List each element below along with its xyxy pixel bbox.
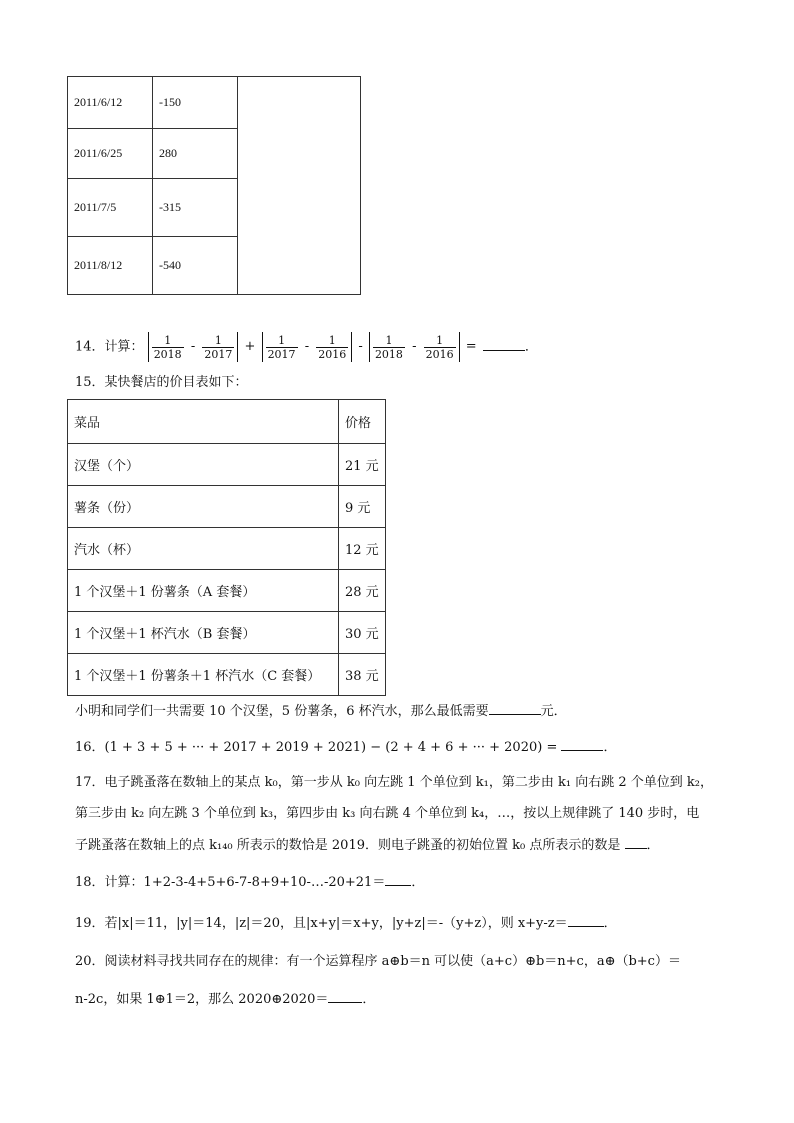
table-row bbox=[68, 77, 361, 129]
price-cell: 12 元 bbox=[339, 528, 386, 570]
header-price: 价格 bbox=[339, 400, 386, 444]
answer-blank[interactable] bbox=[328, 990, 362, 1003]
question-14: 14．计算： $\frac{1}{2018}$ - $\frac{1}{2017}$ + $\frac{1}{2017}$ - $\frac{1}{2016}$ - $\frac{1}{2018}$ - $\frac{1}{2016}$ = ． bbox=[75, 333, 538, 361]
abs-value-2: $\frac{1}{2017}$ - $\frac{1}{2016}$ bbox=[262, 332, 353, 362]
answer-blank[interactable] bbox=[489, 702, 541, 715]
price-cell: 21 元 bbox=[339, 444, 386, 486]
abs-value-1: $\frac{1}{2018}$ - $\frac{1}{2017}$ bbox=[148, 332, 239, 362]
table-row bbox=[68, 444, 386, 486]
item-cell: 1 个汉堡＋1 份薯条＋1 杯汽水（C 套餐） bbox=[68, 654, 339, 696]
table-row bbox=[68, 612, 386, 654]
header-item: 菜品 bbox=[68, 400, 339, 444]
price-cell: 9 元 bbox=[339, 486, 386, 528]
data-table bbox=[67, 76, 361, 295]
empty-cell bbox=[238, 77, 361, 295]
answer-blank[interactable] bbox=[561, 738, 603, 751]
table-row bbox=[68, 654, 386, 696]
answer-blank[interactable] bbox=[625, 836, 647, 849]
value-cell: -315 bbox=[153, 179, 238, 237]
value-cell: -540 bbox=[153, 237, 238, 295]
answer-blank[interactable] bbox=[568, 914, 604, 927]
item-cell: 汉堡（个） bbox=[68, 444, 339, 486]
question-15-prompt: 15．某快餐店的价目表如下： bbox=[75, 375, 248, 390]
question-17-line-1: 17．电子跳蚤落在数轴上的某点 k₀，第一步从 k₀ 向左跳 1 个单位到 k₁，第二步由 k₁ 向右跳 2 个单位到 k₂， bbox=[75, 775, 713, 790]
price-cell: 28 元 bbox=[339, 570, 386, 612]
table-row bbox=[68, 486, 386, 528]
answer-blank[interactable] bbox=[483, 338, 525, 351]
date-cell: 2011/8/12 bbox=[68, 237, 153, 295]
question-17-line-2: 第三步由 k₂ 向左跳 3 个单位到 k₃，第四步由 k₃ 向右跳 4 个单位到 k₄，…，按以上规律跳了 140 步时，电 bbox=[75, 806, 700, 821]
question-16: 16．(1 + 3 + 5 + ··· + 2017 + 2019 + 2021) − (2 + 4 + 6 + ··· + 2020) = ． bbox=[75, 740, 617, 755]
item-cell: 汽水（杯） bbox=[68, 528, 339, 570]
question-20-line-1: 20．阅读材料寻找共同存在的规律：有一个运算程序 a⊕b＝n 可以使（a+c）⊕b＝n+c，a⊕（b+c）＝ bbox=[75, 954, 681, 969]
value-cell: 280 bbox=[153, 129, 238, 179]
item-cell: 1 个汉堡＋1 杯汽水（B 套餐） bbox=[68, 612, 339, 654]
question-15-text: 小明和同学们一共需要 10 个汉堡，5 份薯条，6 杯汽水，那么最低需要 元． bbox=[75, 704, 567, 719]
question-19: 19．若|x|＝11，|y|＝14，|z|＝20，且|x+y|＝x+y，|y+z|＝-（y+z），则 x+y-z＝ ． bbox=[75, 916, 617, 931]
question-17-line-3: 子跳蚤落在数轴上的点 k₁₄₀ 所表示的数恰是 2019．则电子跳蚤的初始位置 k₀ 点所表示的数是 ． bbox=[75, 838, 660, 853]
table-row bbox=[68, 528, 386, 570]
question-20-line-2: n-2c，如果 1⊕1＝2，那么 2020⊕2020＝ ． bbox=[75, 992, 376, 1007]
value-cell: -150 bbox=[153, 77, 238, 129]
answer-blank[interactable] bbox=[385, 873, 411, 886]
table-header-row bbox=[68, 400, 386, 444]
date-cell: 2011/6/12 bbox=[68, 77, 153, 129]
price-table bbox=[67, 399, 386, 696]
item-cell: 薯条（份） bbox=[68, 486, 339, 528]
table-row bbox=[68, 570, 386, 612]
question-18: 18．计算：1+2-3-4+5+6-7-8+9+10-…-20+21＝ ． bbox=[75, 875, 425, 890]
price-cell: 38 元 bbox=[339, 654, 386, 696]
date-cell: 2011/6/25 bbox=[68, 129, 153, 179]
date-cell: 2011/7/5 bbox=[68, 179, 153, 237]
item-cell: 1 个汉堡＋1 份薯条（A 套餐） bbox=[68, 570, 339, 612]
abs-value-3: $\frac{1}{2018}$ - $\frac{1}{2016}$ bbox=[369, 332, 460, 362]
price-cell: 30 元 bbox=[339, 612, 386, 654]
